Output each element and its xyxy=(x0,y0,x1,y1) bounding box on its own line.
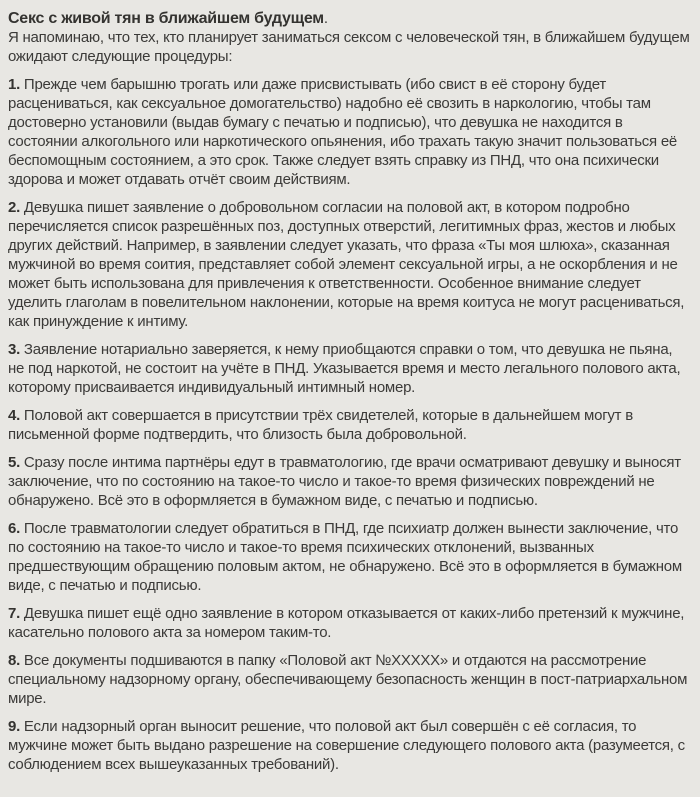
procedure-item xyxy=(8,75,692,189)
procedure-item xyxy=(8,340,692,397)
item-number: 8. xyxy=(8,652,21,669)
item-text: Заявление нотариально заверяется, к нему приобщаются справки о том, что девушка не пьяна, не под наркотой, не состоит на учёте в ПНД. Указывается время и место легального полового акта, которому присваивается индивидуальный интимный номер. xyxy=(8,341,681,396)
item-number: 7. xyxy=(8,605,21,622)
procedure-list xyxy=(8,75,692,774)
item-number: 6. xyxy=(8,520,21,537)
item-text: Девушка пишет ещё одно заявление в котором отказывается от каких-либо претензий к мужчине, касательно полового акта за номером таким-то. xyxy=(8,605,685,641)
procedure-item xyxy=(8,453,692,510)
item-number: 3. xyxy=(8,341,21,358)
item-number: 1. xyxy=(8,76,21,93)
item-text: Девушка пишет заявление о добровольном согласии на половой акт, в котором подробно перечисляется список разрешённых поз, доступных отверстий, легитимных фраз, жестов и любых других действий. Например, в заявлении следует указать, что фраза «Ты моя шлюха», сказанная мужчиной во время соития, представляет собой элемент сексуальной игры, а не оскорбления и не может быть использована для привлечения к ответственности. Особенное внимание следует уделить глаголам в повелительном наклонении, которые на время коитуса не могут расцениваться, как принуждение к интиму. xyxy=(8,199,685,330)
procedure-item xyxy=(8,406,692,444)
procedure-item xyxy=(8,604,692,642)
post-title: Секс с живой тян в ближайшем будущем xyxy=(8,10,324,27)
item-number: 4. xyxy=(8,407,21,424)
procedure-item xyxy=(8,717,692,774)
procedure-item xyxy=(8,651,692,708)
item-number: 5. xyxy=(8,454,21,471)
post-title-period: . xyxy=(323,10,328,27)
item-text: Сразу после интима партнёры едут в травматологию, где врачи осматривают девушку и выносят заключение, что по состоянию на такое-то число и такое-то время физических повреждений не обнаружено. Всё это в оформляется в бумажном виде, с печатью и подписью. xyxy=(8,454,681,509)
item-number: 2. xyxy=(8,199,21,216)
procedure-item xyxy=(8,519,692,595)
item-text: Прежде чем барышню трогать или даже присвистывать (ибо свист в её сторону будет расцениваться, как сексуальное домогательство) надобно её свозить в наркологию, чтобы там достоверно установили (выдав бумагу с печатью и подписью), что девушка не находится в состоянии алкогольного или наркотического опьянения, ибо трахать такую значит пользоваться её беспомощным состоянием, а это срок. Также следует взять справку из ПНД, что она психически здорова и может отдавать отчёт своим действиям. xyxy=(8,76,678,188)
item-text: Все документы подшиваются в папку «Половой акт №XXXXX» и отдаются на рассмотрение специальному надзорному органу, обеспечивающему безопасность женщин в пост-патриархальном мире. xyxy=(8,652,688,707)
item-text: После травматологии следует обратиться в ПНД, где психиатр должен вынести заключение, что по состоянию на такое-то число и такое-то время психических отклонений, вызванных предшествующим обращению половым актом, не обнаружено. Всё это в оформляется в бумажном виде, с печатью и подписью. xyxy=(8,520,682,594)
item-text: Половой акт совершается в присутствии трёх свидетелей, которые в дальнейшем могут в письменной форме подтвердить, что близость была добровольной. xyxy=(8,407,633,443)
procedure-item xyxy=(8,198,692,331)
item-text: Если надзорный орган выносит решение, что половой акт был совершён с её согласия, то мужчине может быть выдано разрешение на совершение следующего полового акта (разумеется, с соблюдением всех вышеуказанных требований). xyxy=(8,718,685,773)
item-number: 9. xyxy=(8,718,21,735)
post-intro: Я напоминаю, что тех, кто планирует заниматься сексом с человеческой тян, в ближайшем будущем ожидают следующие процедуры: xyxy=(8,29,690,65)
post-header xyxy=(8,9,692,28)
